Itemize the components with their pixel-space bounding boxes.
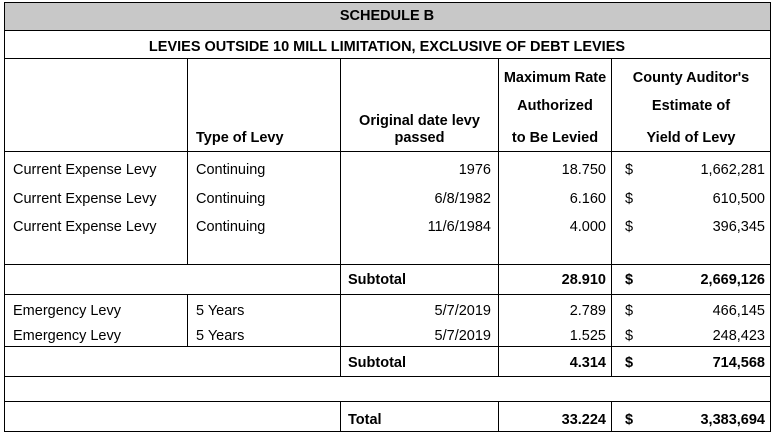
levy-type: 5 Years: [196, 328, 245, 344]
rule: [770, 2, 771, 432]
levy-date: 11/6/1984: [427, 219, 491, 235]
levy-rate: 1.525: [569, 328, 606, 344]
currency-symbol: $: [625, 162, 634, 178]
levy-name: Current Expense Levy: [13, 162, 157, 178]
subtotal-label: Subtotal: [348, 272, 406, 288]
levy-date: 5/7/2019: [434, 328, 491, 344]
levy-name: Emergency Levy: [13, 328, 121, 344]
subtotal-amount: 2,669,126: [700, 272, 765, 288]
currency-symbol: $: [625, 328, 634, 344]
header-rate-line1: Maximum Rate: [503, 70, 607, 86]
currency-symbol: $: [625, 191, 634, 207]
levy-rate: 18.750: [561, 162, 606, 178]
rule: [4, 2, 771, 3]
rule: [4, 401, 771, 402]
currency-symbol: $: [625, 303, 634, 319]
rule: [4, 376, 771, 377]
currency-symbol: $: [625, 272, 634, 288]
levy-type: Continuing: [196, 162, 266, 178]
levy-amount: 396,345: [712, 219, 765, 235]
rule: [4, 431, 771, 432]
levy-type: Continuing: [196, 191, 266, 207]
rule: [340, 401, 341, 431]
levy-amount: 610,500: [712, 191, 765, 207]
levy-name: Current Expense Levy: [13, 219, 157, 235]
levy-rate: 2.789: [569, 303, 606, 319]
currency-symbol: $: [625, 219, 634, 235]
levy-name: Current Expense Levy: [13, 191, 157, 207]
rule: [4, 151, 771, 152]
header-date-line1: Original date levy: [359, 113, 480, 129]
total-amount: 3,383,694: [700, 412, 765, 428]
levy-amount: 248,423: [712, 328, 765, 344]
header-estimate-line3: Yield of Levy: [646, 130, 736, 146]
rule: [4, 294, 771, 295]
levy-name: Emergency Levy: [13, 303, 121, 319]
rule: [187, 58, 188, 264]
header-rate-line2: Authorized: [517, 98, 593, 114]
header-estimate-line1: County Auditor's: [632, 70, 750, 86]
rule: [611, 401, 612, 431]
subtotal-rate: 28.910: [561, 272, 606, 288]
rule: [4, 264, 771, 265]
currency-symbol: $: [625, 355, 634, 371]
rule: [4, 58, 771, 59]
levy-rate: 4.000: [569, 219, 606, 235]
schedule-subtitle: LEVIES OUTSIDE 10 MILL LIMITATION, EXCLUSIVE OF DEBT LEVIES: [148, 39, 626, 55]
total-rate: 33.224: [561, 412, 606, 428]
levy-amount: 466,145: [712, 303, 765, 319]
currency-symbol: $: [625, 412, 634, 428]
total-label: Total: [348, 412, 382, 428]
subtotal-label: Subtotal: [348, 355, 406, 371]
rule: [4, 346, 771, 347]
rule: [4, 30, 771, 31]
levy-date: 6/8/1982: [434, 191, 491, 207]
levy-type: 5 Years: [196, 303, 245, 319]
levy-type: Continuing: [196, 219, 266, 235]
levy-amount: 1,662,281: [700, 162, 765, 178]
header-type-of-levy: Type of Levy: [196, 130, 284, 146]
levy-rate: 6.160: [569, 191, 606, 207]
subtotal-rate: 4.314: [569, 355, 606, 371]
header-rate-line3: to Be Levied: [511, 130, 599, 146]
header-estimate-line2: Estimate of: [651, 98, 731, 114]
rule: [187, 294, 188, 346]
header-date-line2: passed: [394, 130, 445, 146]
schedule-title: SCHEDULE B: [339, 8, 435, 24]
levy-date: 5/7/2019: [434, 303, 491, 319]
rule: [4, 2, 5, 432]
levy-date: 1976: [458, 162, 491, 178]
subtotal-amount: 714,568: [712, 355, 765, 371]
